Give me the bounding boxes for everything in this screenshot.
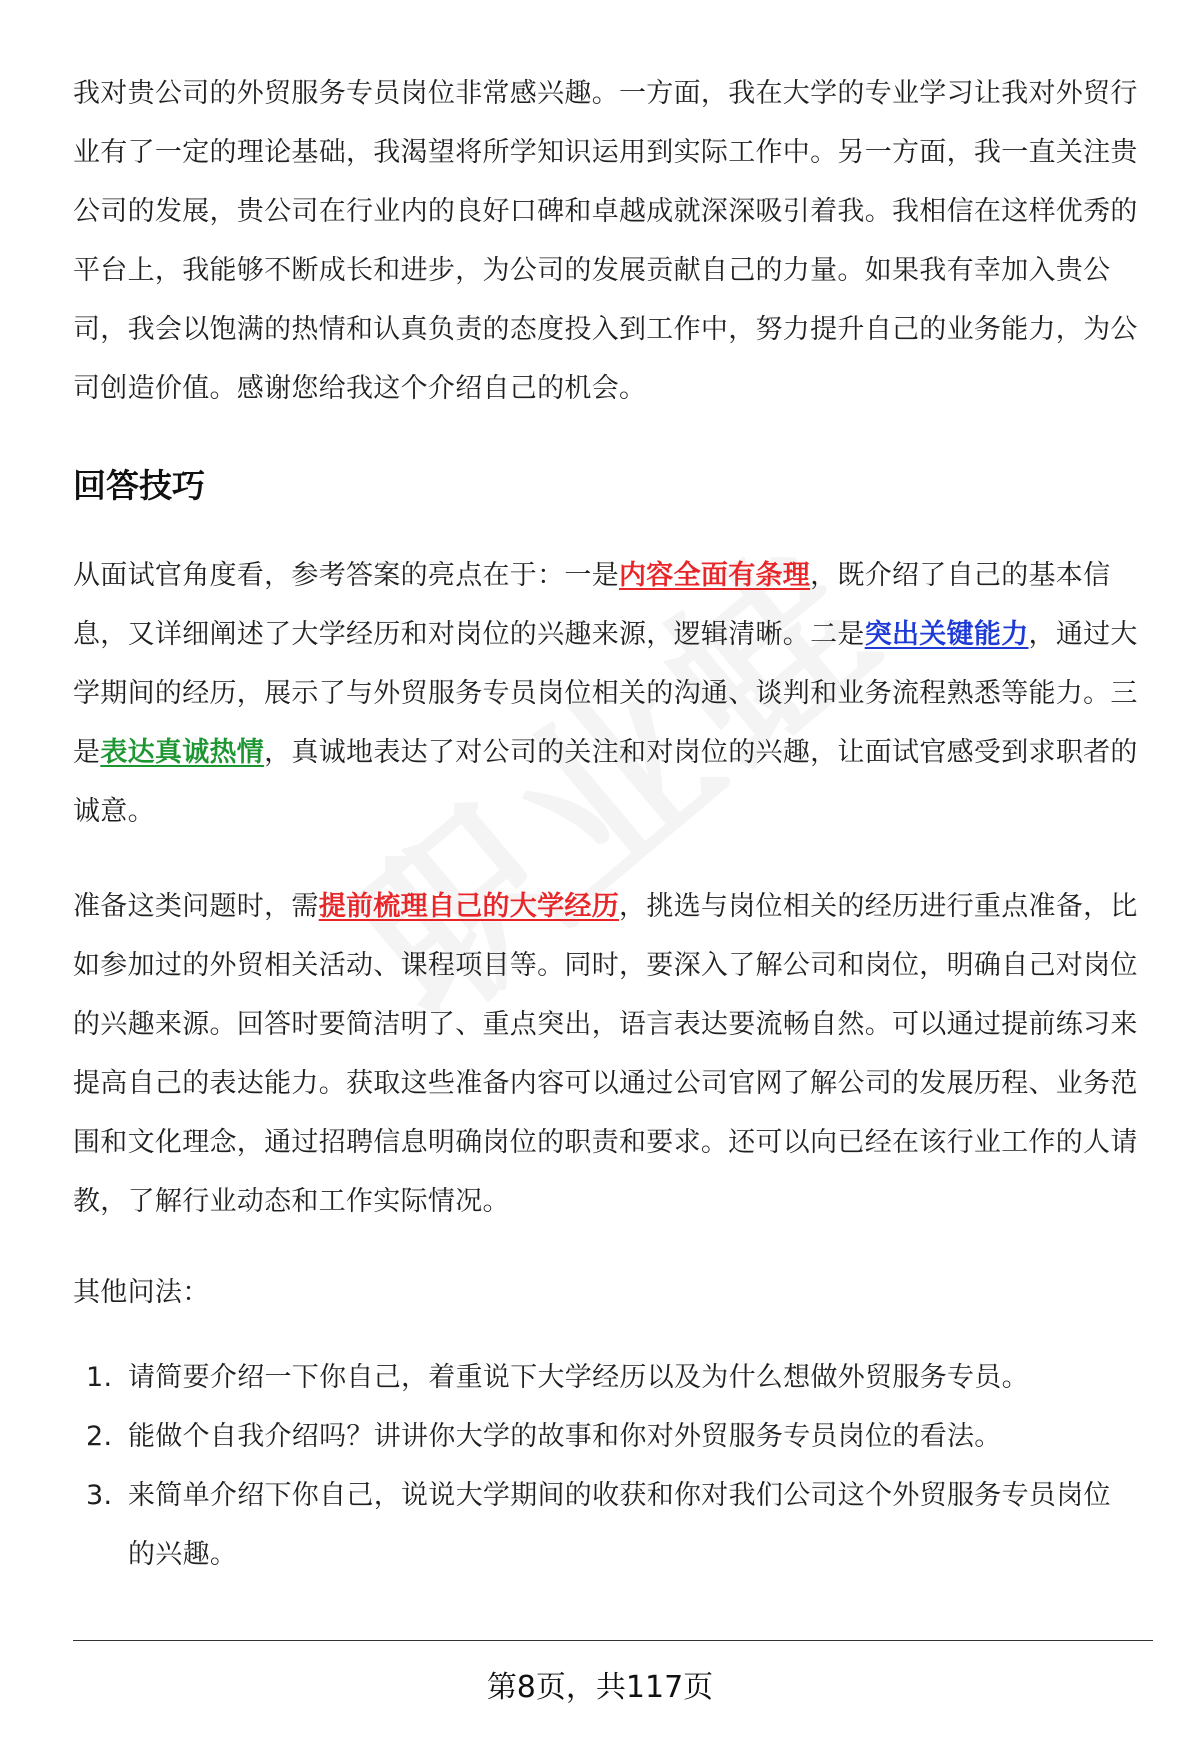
list-item (73, 1348, 1138, 1407)
tips-text-4: ，真诚地表达了对公司的关注和对岗位的兴趣，让面试官感受到求职者的诚意。 (73, 737, 1138, 827)
tips-text-1: 从面试官角度看，参考答案的亮点在于：一是 (73, 560, 619, 591)
list-text: 能做个自我介绍吗？讲讲你大学的故事和你对外贸服务专员岗位的看法。 (128, 1421, 1002, 1452)
other-questions-list (73, 1348, 1138, 1584)
page-number: 第8页，共117页 (486, 1670, 714, 1705)
highlight-green: 表达真诚热情 (100, 737, 265, 768)
other-questions-label: 其他问法： (73, 1277, 210, 1308)
list-number: 3. (86, 1480, 113, 1511)
highlight-red: 内容全面有条理 (619, 560, 811, 591)
prep-paragraph (73, 877, 1138, 1231)
list-text: 请简要介绍一下你自己，着重说下大学经历以及为什么想做外贸服务专员。 (128, 1362, 1029, 1393)
tips-paragraph (73, 546, 1138, 841)
prep-text-2: ，挑选与岗位相关的经历进行重点准备，比如参加过的外贸相关活动、课程项目等。同时，要深入了解公司和岗位，明确自己对岗位的兴趣来源。回答时要简洁明了、重点突出，语言表达要流畅自然。可以通过提前练习来提高自己的表达能力。获取这些准备内容可以通过公司官网了解公司的发展历程、业务范围和文化理念，通过招聘信息明确岗位的职责和要求。还可以向已经在该行业工作的人请教，了解行业动态和工作实际情况。 (73, 891, 1138, 1217)
document-body (73, 64, 1138, 1584)
section-heading: 回答技巧 (73, 466, 205, 505)
list-text: 来简单介绍下你自己，说说大学期间的收获和你对我们公司这个外贸服务专员岗位的兴趣。 (128, 1480, 1111, 1570)
list-number: 1. (86, 1362, 113, 1393)
highlight-red-prep: 提前梳理自己的大学经历 (318, 891, 620, 922)
list-item (73, 1407, 1138, 1466)
list-number: 2. (86, 1421, 113, 1452)
tips-text-2: ，既介绍了自己的基本信息，又详细阐述了大学经历和对岗位的兴趣来源，逻辑清晰。二是 (73, 560, 1111, 650)
list-item (73, 1466, 1138, 1584)
tips-text-3: ，通过大学期间的经历，展示了与外贸服务专员岗位相关的沟通、谈判和业务流程熟悉等能力。三是 (73, 619, 1138, 768)
answer-paragraph: 我对贵公司的外贸服务专员岗位非常感兴趣。一方面，我在大学的专业学习让我对外贸行业有了一定的理论基础，我渴望将所学知识运用到实际工作中。另一方面，我一直关注贵公司的发展，贵公司在行业内的良好口碑和卓越成就深深吸引着我。我相信在这样优秀的平台上，我能够不断成长和进步，为公司的发展贡献自己的力量。如果我有幸加入贵公司，我会以饱满的热情和认真负责的态度投入到工作中，努力提升自己的业务能力，为公司创造价值。感谢您给我这个介绍自己的机会。 (73, 78, 1138, 404)
footer-divider (73, 1640, 1153, 1641)
highlight-blue: 突出关键能力 (864, 619, 1029, 650)
prep-text-1: 准备这类问题时，需 (73, 891, 319, 922)
